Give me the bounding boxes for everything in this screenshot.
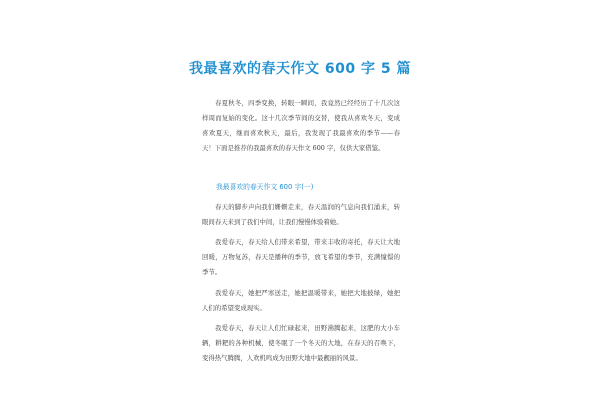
body-paragraph-4: 我爱春天，春天让人们忙碌起来，田野沸腾起来，这肥的大小车辆，耕耙的各种机械，使冬眠了一个冬天的大地，在春天的召唤下，变得热气腾腾，人欢机鸣成为田野大地中最靓丽的风景。 <box>202 324 400 362</box>
document-title: 我最喜欢的春天作文 600 字 5 篇 <box>189 61 411 77</box>
body-paragraph-3: 我爱春天，她把严寒送走，她把温暖带来，她把大地披绿，她把人们的希望变成现实。 <box>202 289 400 312</box>
body-paragraph-1: 春天的脚步声向我们姗姗走来，春天温润的气息向我们涌来，转眼间春天来到了我们中间，让我们慢慢体验着她。 <box>202 203 400 226</box>
section-heading: 我最喜欢的春天作文 600 字(一) <box>216 183 314 191</box>
body-paragraph-2: 我爱春天，春天给人们带来希望，带来丰收的寄托，春天让大地回暖，万物复苏，春天是播种的季节，放飞希望的季节，充满憧憬的季节。 <box>202 238 400 276</box>
intro-paragraph: 春夏秋冬，四季变换，转眼一瞬间，我竟然已经经历了十几次这样周而复始的变化。这十几次季节间的交替，使我从喜欢冬天，变成喜欢夏天，继而喜欢秋天，最后，我发现了我最喜欢的季节——春天！下面是推荐的我最喜欢的春天作文 600 字，仅供大家借鉴。 <box>202 99 400 152</box>
